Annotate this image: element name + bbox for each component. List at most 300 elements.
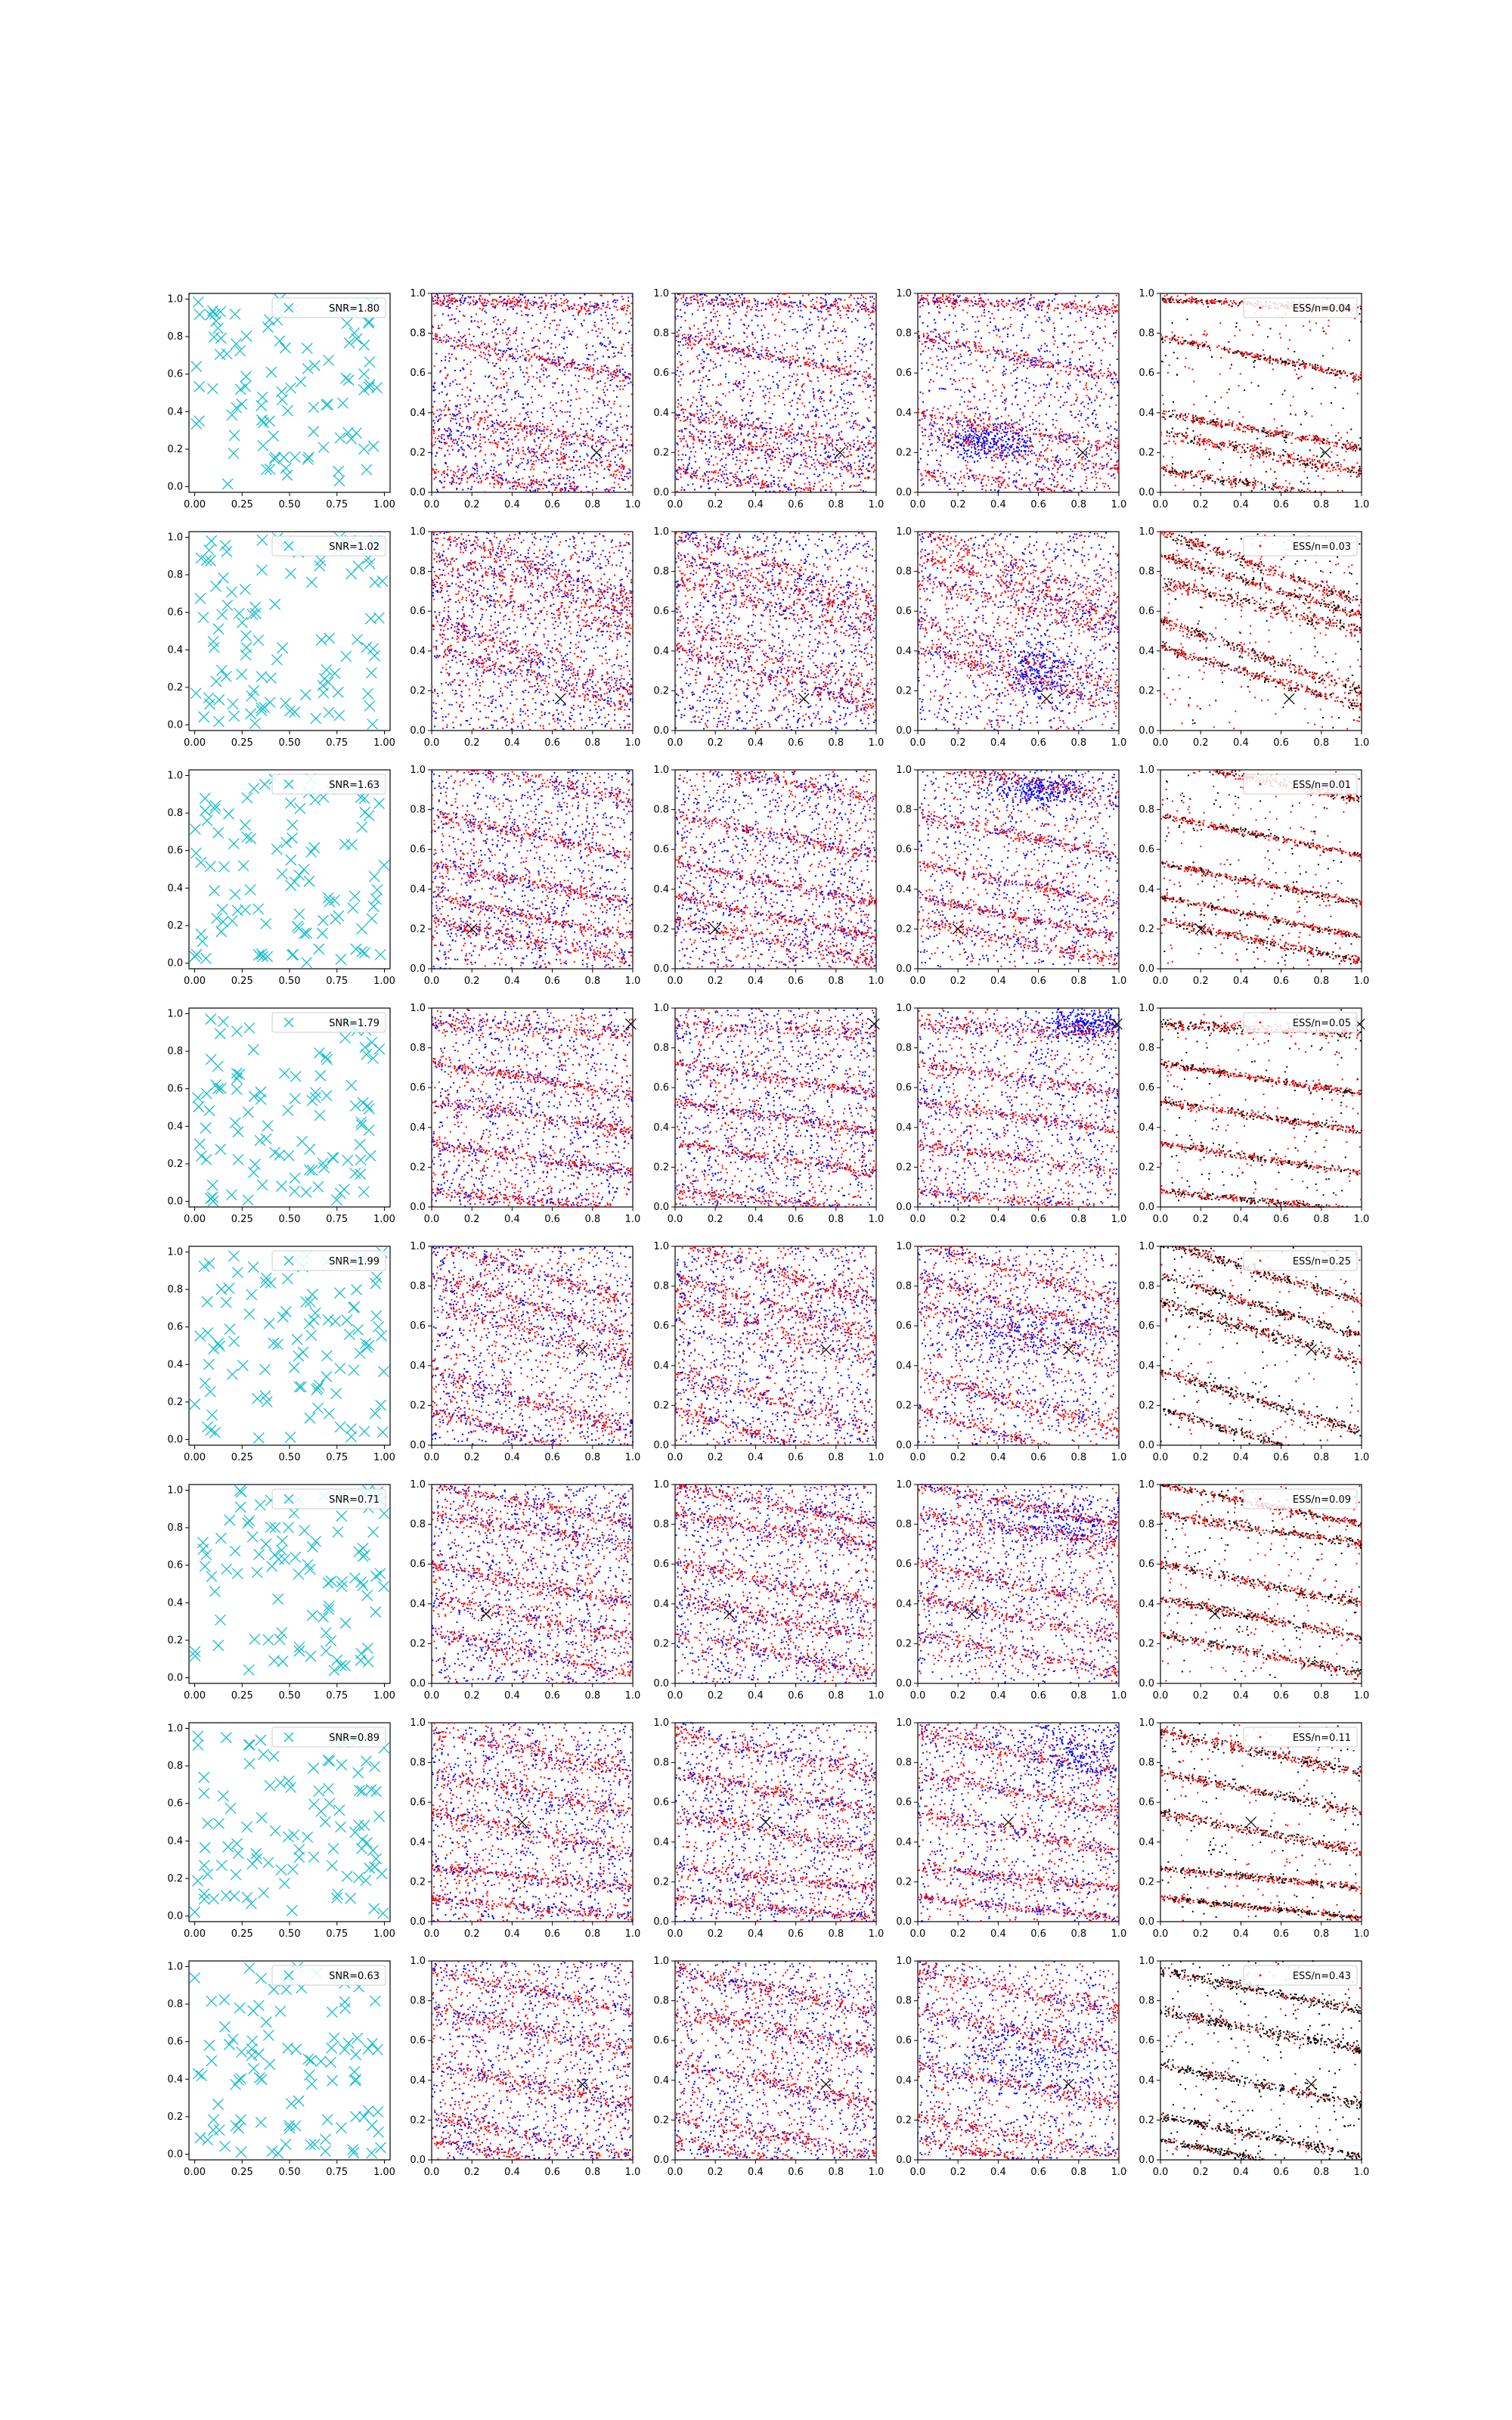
sample-point: [619, 389, 621, 390]
sample-point: [460, 412, 461, 414]
sample-point: [627, 450, 628, 451]
sample-point: [451, 437, 452, 439]
sample-point: [584, 459, 585, 461]
sample-point: [580, 474, 581, 476]
sample-point: [589, 371, 590, 372]
sample-point: [603, 337, 605, 338]
sample-point: [500, 487, 501, 489]
sample-point: [619, 371, 621, 373]
y-tick-label: 0.0: [653, 487, 669, 498]
x-tick-label: 0.0: [910, 499, 926, 510]
sample-point: [629, 472, 631, 473]
sample-point: [440, 414, 442, 415]
sample-point: [612, 318, 613, 319]
sample-point: [510, 355, 512, 357]
x-tick-label: 0.4: [504, 499, 520, 510]
y-tick-label: 0.8: [410, 328, 426, 340]
sample-point: [467, 478, 469, 479]
sample-point: [507, 296, 509, 297]
sample-point: [521, 315, 522, 316]
sample-point: [458, 412, 460, 414]
y-tick-label: 0.0: [167, 482, 183, 493]
sample-point: [476, 465, 478, 467]
sample-point: [485, 462, 486, 464]
sample-point: [556, 365, 557, 367]
y-tick-label: 1.0: [896, 288, 912, 299]
sample-point: [603, 444, 604, 445]
sample-point: [613, 390, 615, 392]
sample-point: [592, 395, 593, 396]
sample-point: [610, 372, 612, 374]
sample-point: [525, 314, 527, 315]
sample-point: [575, 432, 576, 433]
sample-point: [466, 346, 467, 348]
sample-point: [438, 471, 439, 473]
sample-point: [541, 462, 543, 464]
sample-point: [518, 396, 519, 397]
sample-point: [479, 439, 481, 441]
sample-point: [620, 405, 621, 407]
sample-point: [518, 482, 519, 483]
sample-point: [574, 303, 575, 305]
sample-point: [472, 301, 474, 302]
sample-point: [521, 350, 522, 352]
x-tick-label: 0.6: [1030, 499, 1046, 510]
y-tick-label: 0.0: [896, 487, 912, 498]
sample-point: [461, 479, 463, 481]
sample-point: [449, 414, 451, 415]
sample-point: [614, 482, 615, 483]
sample-point: [615, 470, 616, 472]
sample-point: [524, 483, 525, 485]
sample-point: [475, 399, 476, 400]
sample-point: [548, 454, 550, 455]
sample-point: [552, 460, 553, 461]
y-tick-label: 0.6: [167, 369, 183, 380]
x-tick-label: 0.8: [828, 499, 844, 510]
sample-point: [612, 376, 613, 377]
sample-point: [522, 403, 524, 405]
sample-point: [516, 424, 518, 426]
sample-point: [550, 298, 552, 299]
sample-point: [588, 354, 590, 355]
sample-point: [596, 424, 597, 426]
sample-point: [603, 355, 604, 357]
sample-point: [631, 318, 632, 319]
sample-point: [606, 389, 608, 390]
sample-point: [558, 365, 559, 366]
sample-point: [586, 408, 587, 409]
sample-point: [493, 317, 494, 318]
sample-point: [621, 306, 623, 308]
sample-point: [486, 302, 488, 304]
sample-point: [560, 298, 562, 299]
sample-point: [435, 476, 436, 478]
sample-point: [462, 417, 463, 418]
sample-point: [504, 442, 506, 443]
sample-point: [496, 420, 497, 421]
subplot-r1-c2: [410, 288, 640, 510]
axes-frame: [189, 293, 390, 492]
sample-point: [435, 338, 436, 340]
sample-point: [441, 442, 442, 443]
sample-point: [561, 411, 562, 413]
y-tick-label: 0.2: [410, 447, 426, 458]
sample-point: [506, 334, 507, 335]
sample-point: [568, 436, 569, 437]
sample-point: [513, 333, 514, 334]
y-tick-label: 0.2: [167, 444, 183, 455]
sample-point: [520, 458, 522, 459]
sample-point: [613, 306, 615, 307]
sample-point: [449, 357, 451, 358]
x-tick-label: 0.8: [584, 499, 600, 510]
sample-point: [544, 451, 545, 452]
sample-point: [592, 407, 593, 408]
sample-point: [466, 436, 468, 437]
sample-point: [607, 301, 609, 302]
sample-point: [476, 467, 478, 469]
sample-point: [472, 467, 474, 469]
sample-point: [616, 470, 618, 472]
sample-point: [587, 465, 588, 467]
sample-point: [500, 397, 502, 399]
sample-point: [531, 482, 532, 483]
sample-point: [552, 424, 553, 425]
sample-point: [592, 354, 593, 355]
sample-point: [523, 458, 525, 460]
sample-point: [444, 298, 445, 299]
sample-point: [473, 346, 475, 347]
sample-point: [600, 332, 601, 334]
sample-point: [492, 460, 494, 461]
sample-point: [459, 423, 460, 424]
sample-point: [451, 300, 453, 302]
sample-point: [559, 344, 560, 346]
sample-point: [554, 303, 556, 305]
sample-point: [483, 460, 485, 461]
sample-point: [534, 427, 535, 429]
sample-point: [596, 306, 597, 308]
sample-point: [556, 492, 557, 493]
sample-point: [617, 435, 618, 436]
sample-point: [508, 450, 510, 451]
sample-point: [588, 467, 590, 468]
sample-point: [461, 426, 463, 427]
sample-point: [533, 483, 534, 485]
sample-point: [549, 327, 550, 329]
sample-point: [569, 456, 570, 458]
sample-point: [500, 394, 501, 396]
sample-point: [565, 310, 566, 312]
sample-point: [459, 424, 460, 426]
sample-point: [612, 475, 614, 476]
sample-point: [618, 478, 620, 479]
sample-point: [526, 433, 528, 434]
sample-point: [518, 296, 519, 298]
sample-point: [594, 326, 596, 327]
sample-point: [566, 478, 568, 479]
sample-point: [543, 453, 544, 455]
sample-point: [612, 301, 614, 302]
sample-point: [533, 376, 534, 377]
sample-point: [529, 302, 531, 304]
sample-point: [460, 434, 462, 436]
sample-point: [439, 480, 441, 482]
x-tick-label: 1.0: [625, 499, 641, 510]
sample-point: [612, 356, 614, 358]
sample-point: [466, 471, 468, 473]
sample-point: [477, 428, 479, 430]
sample-point: [557, 476, 559, 477]
sample-point: [469, 344, 471, 346]
sample-point: [632, 311, 634, 312]
sample-point: [586, 453, 587, 455]
sample-point: [553, 409, 554, 411]
sample-point: [579, 434, 581, 436]
sample-point: [492, 430, 494, 432]
sample-point: [531, 315, 533, 316]
sample-point: [460, 302, 462, 303]
sample-point: [506, 409, 507, 411]
sample-point: [522, 447, 524, 448]
x-tick-label: 0.2: [950, 499, 966, 510]
sample-point: [620, 416, 621, 417]
sample-point: [600, 417, 602, 419]
sample-point: [561, 302, 562, 303]
sample-point: [488, 405, 489, 406]
sample-point: [462, 389, 463, 390]
sample-point: [473, 481, 475, 482]
sample-point: [543, 367, 544, 368]
sample-point: [551, 433, 553, 434]
y-tick-label: 0.4: [167, 406, 183, 417]
sample-point: [543, 374, 544, 375]
sample-point: [464, 403, 466, 405]
sample-point: [515, 333, 516, 334]
sample-point: [549, 359, 550, 361]
y-tick-label: 1.0: [410, 288, 426, 299]
legend-label: SNR=1.80: [329, 303, 380, 315]
sample-point: [567, 300, 569, 302]
sample-point: [546, 472, 547, 473]
sample-point: [609, 384, 611, 386]
sample-point: [497, 414, 499, 416]
y-tick-label: 0.6: [653, 368, 669, 379]
sample-point: [531, 402, 533, 403]
x-tick-label: 0.2: [464, 499, 480, 510]
sample-point: [504, 299, 506, 300]
sample-point: [473, 296, 475, 298]
sample-point: [631, 348, 633, 349]
sample-point: [456, 423, 457, 424]
sample-point: [472, 434, 474, 436]
y-tick-label: 0.8: [167, 331, 183, 343]
sample-point: [500, 432, 501, 433]
sample-point: [617, 309, 618, 311]
sample-point: [509, 354, 510, 355]
sample-point: [508, 439, 510, 440]
sample-point: [566, 327, 568, 328]
sample-point: [631, 344, 633, 346]
sample-point: [544, 461, 546, 462]
sample-point: [511, 399, 513, 400]
sample-point: [480, 482, 482, 483]
sample-point: [523, 332, 525, 334]
sample-point: [612, 379, 613, 380]
sample-point: [466, 426, 468, 427]
sample-point: [596, 336, 598, 337]
sample-point: [593, 402, 594, 403]
sample-point: [592, 346, 593, 347]
x-tick-label: 0.0: [424, 499, 440, 510]
sample-point: [519, 306, 521, 307]
sample-point: [494, 377, 495, 379]
sample-point: [458, 345, 460, 346]
sample-point: [631, 427, 632, 428]
sample-point: [488, 427, 489, 429]
x-tick-label: 0.25: [231, 499, 253, 510]
sample-point: [467, 399, 469, 401]
sample-point: [474, 473, 476, 474]
sample-point: [471, 316, 472, 318]
sample-point: [628, 468, 630, 470]
sample-point: [602, 461, 603, 463]
sample-point: [617, 299, 618, 301]
sample-point: [482, 474, 484, 476]
sample-point: [556, 463, 558, 464]
sample-point: [526, 428, 528, 430]
sample-point: [476, 477, 478, 479]
y-tick-label: 0.4: [896, 408, 912, 419]
sample-point: [476, 473, 478, 474]
sample-point: [584, 445, 586, 446]
sample-point: [457, 441, 458, 442]
sample-point: [538, 355, 540, 357]
sample-point: [615, 448, 616, 450]
sample-point: [552, 363, 553, 365]
y-tick-label: 0.4: [410, 408, 426, 419]
sample-point: [526, 367, 528, 368]
sample-point: [442, 392, 443, 393]
sample-point: [572, 315, 574, 316]
sample-point: [503, 321, 504, 323]
sample-point: [624, 305, 625, 306]
sample-point: [598, 436, 600, 438]
y-tick-label: 0.6: [410, 368, 426, 379]
sample-point: [544, 433, 545, 434]
sample-point: [565, 490, 566, 492]
sample-point: [495, 471, 497, 473]
sample-point: [496, 388, 497, 389]
y-tick-label: 1.0: [653, 288, 669, 299]
sample-point: [491, 331, 493, 333]
sample-point: [525, 351, 527, 352]
sample-point: [554, 359, 556, 361]
sample-point: [603, 389, 604, 391]
sample-point: [615, 302, 616, 303]
sample-point: [574, 305, 575, 306]
sample-point: [613, 473, 615, 475]
x-tick-label: 0.0: [668, 499, 683, 510]
sample-point: [511, 458, 513, 459]
y-tick-label: 0.2: [653, 447, 669, 458]
sample-point: [508, 445, 510, 446]
sample-point: [509, 424, 510, 426]
sample-point: [441, 438, 442, 439]
sample-point: [625, 452, 627, 454]
sample-point: [569, 363, 571, 365]
sample-point: [493, 321, 494, 322]
sample-point: [435, 353, 437, 355]
sample-point: [631, 485, 632, 486]
sample-point: [546, 370, 547, 371]
x-tick-label: 0.00: [184, 499, 206, 510]
sample-point: [507, 337, 509, 339]
sample-point: [581, 467, 583, 469]
sample-point: [497, 483, 499, 485]
sample-point: [508, 342, 510, 343]
sample-point: [488, 343, 489, 345]
sample-point: [524, 425, 525, 427]
sample-point: [448, 445, 450, 447]
sample-point: [536, 377, 538, 379]
sample-point: [448, 304, 449, 306]
sample-point: [572, 361, 573, 363]
sample-point: [531, 347, 533, 349]
sample-point: [485, 474, 487, 476]
sample-point: [619, 413, 621, 414]
sample-point: [462, 295, 463, 296]
sample-point: [556, 485, 558, 486]
sample-point: [517, 479, 519, 481]
y-tick-label: 0.6: [896, 368, 912, 379]
sample-point: [510, 306, 511, 308]
sample-point: [435, 333, 436, 334]
sample-point: [575, 433, 576, 435]
sample-point: [519, 424, 521, 426]
sample-point: [584, 465, 585, 467]
sample-point: [631, 393, 633, 395]
x-tick-label: 0.6: [544, 499, 560, 510]
sample-point: [449, 400, 451, 402]
sample-point: [598, 402, 600, 403]
sample-point: [496, 324, 497, 325]
x-tick-label: 0.4: [990, 499, 1006, 510]
sample-point: [591, 462, 593, 464]
x-tick-label: 0.75: [326, 499, 348, 510]
x-tick-label: 0.6: [788, 499, 804, 510]
sample-point: [499, 368, 500, 369]
sample-point: [492, 306, 494, 307]
sample-point: [504, 428, 506, 430]
sample-point: [493, 385, 494, 386]
sample-point: [479, 433, 481, 435]
x-tick-label: 0.8: [1070, 499, 1086, 510]
sample-point: [457, 444, 459, 445]
sample-point: [449, 337, 451, 339]
sample-point: [517, 447, 519, 448]
sample-point: [457, 466, 459, 467]
sample-point: [486, 334, 488, 335]
sample-point: [457, 321, 459, 322]
sample-point: [575, 318, 576, 320]
sample-point: [484, 492, 485, 493]
sample-point: [578, 418, 580, 420]
sample-point: [488, 354, 489, 355]
sample-point: [562, 370, 563, 371]
sample-point: [616, 420, 618, 422]
